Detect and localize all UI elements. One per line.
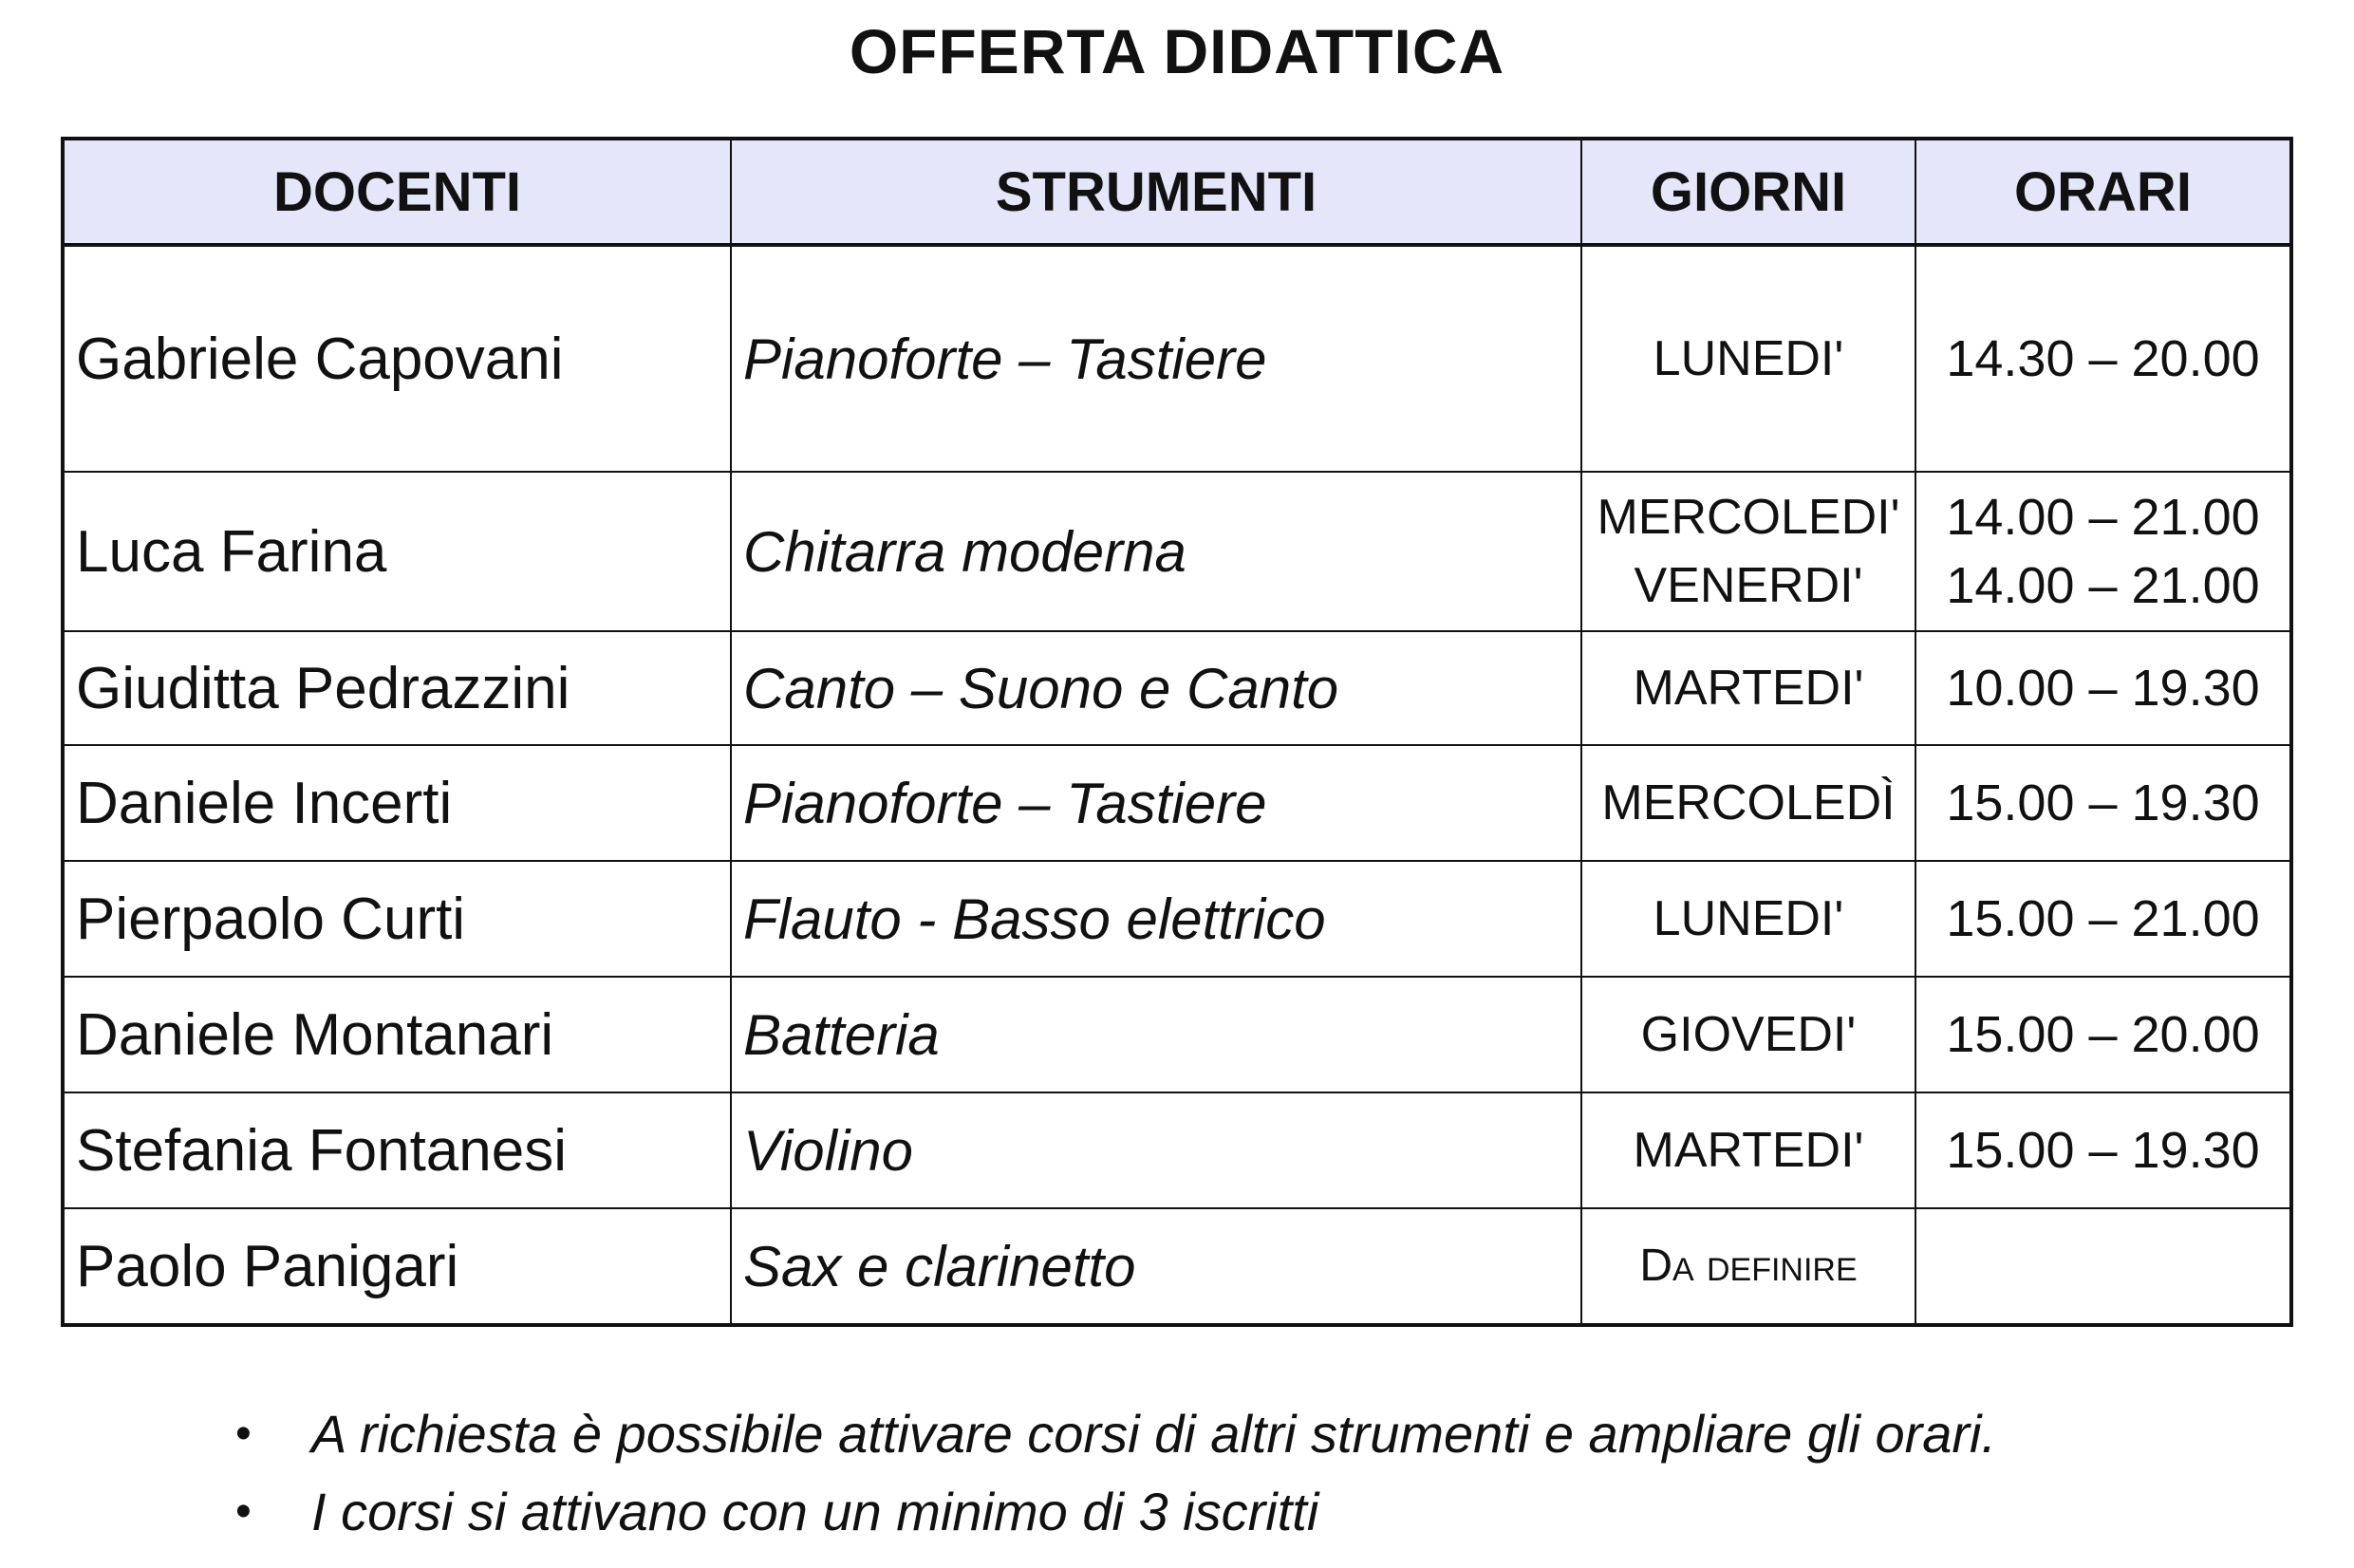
notes-list <box>235 1395 2229 1551</box>
schedule-table <box>61 137 2293 1327</box>
time-cell <box>1915 977 2291 1092</box>
day-cell <box>1581 472 1915 631</box>
table-row <box>63 631 2291 745</box>
instrument: Pianoforte – Tastiere <box>731 245 1581 472</box>
note-text: I corsi si attivano con un minimo di 3 iscritti <box>311 1482 1319 1541</box>
instrument: Violino <box>731 1092 1581 1208</box>
teacher-name: Pierpaolo Curti <box>63 861 731 977</box>
table-row <box>63 245 2291 472</box>
day: VENERDI' <box>1634 558 1863 613</box>
day: MARTEDI' <box>1633 661 1864 716</box>
table-row <box>63 1208 2291 1325</box>
page-title: OFFERTA DIDATTICA <box>849 16 1505 86</box>
day-cell <box>1581 631 1915 745</box>
teacher-name: Gabriele Capovani <box>63 245 731 472</box>
time-range: 15.00 – 21.00 <box>1946 890 2260 947</box>
instrument: Pianoforte – Tastiere <box>731 745 1581 861</box>
teacher-name: Stefania Fontanesi <box>63 1092 731 1208</box>
day-cell <box>1581 245 1915 472</box>
day: MERCOLEDI' <box>1597 490 1900 545</box>
table-header-row <box>63 139 2291 245</box>
table-row <box>63 745 2291 861</box>
teacher-name: Daniele Incerti <box>63 745 731 861</box>
table-row <box>63 472 2291 631</box>
day: Da definire <box>1639 1241 1858 1291</box>
instrument: Batteria <box>731 977 1581 1092</box>
day: GIOVEDI' <box>1640 1007 1857 1062</box>
teacher-name: Luca Farina <box>63 472 731 631</box>
day-cell <box>1581 1208 1915 1325</box>
time-range: 10.00 – 19.30 <box>1946 660 2260 717</box>
teacher-name: Giuditta Pedrazzini <box>63 631 731 745</box>
header-giorni: GIORNI <box>1581 139 1915 245</box>
instrument: Canto – Suono e Canto <box>731 631 1581 745</box>
time-cell <box>1915 745 2291 861</box>
time-cell <box>1915 472 2291 631</box>
day: MERCOLEDÌ <box>1601 775 1896 831</box>
bullet-icon: • <box>235 1409 252 1459</box>
day: LUNEDI' <box>1653 891 1844 946</box>
day-cell <box>1581 1092 1915 1208</box>
time-range: 15.00 – 20.00 <box>1946 1006 2260 1063</box>
teacher-name: Daniele Montanari <box>63 977 731 1092</box>
header-docenti: DOCENTI <box>63 139 731 245</box>
time-range: 15.00 – 19.30 <box>1946 775 2260 831</box>
day: MARTEDI' <box>1633 1123 1864 1178</box>
table-row <box>63 1092 2291 1208</box>
time-range: 15.00 – 19.30 <box>1946 1122 2260 1179</box>
note-item <box>235 1395 2229 1473</box>
time-range: 14.30 – 20.00 <box>1946 330 2260 387</box>
day-cell <box>1581 977 1915 1092</box>
note-item <box>235 1473 2229 1551</box>
table-row <box>63 977 2291 1092</box>
day-cell <box>1581 861 1915 977</box>
table-row <box>63 861 2291 977</box>
instrument: Sax e clarinetto <box>731 1208 1581 1325</box>
day-cell <box>1581 745 1915 861</box>
header-strumenti: STRUMENTI <box>731 139 1581 245</box>
time-cell <box>1915 631 2291 745</box>
instrument: Flauto - Basso elettrico <box>731 861 1581 977</box>
time-range: 14.00 – 21.00 <box>1946 557 2260 614</box>
time-range: 14.00 – 21.00 <box>1946 489 2260 546</box>
time-cell <box>1915 1208 2291 1325</box>
header-orari: ORARI <box>1915 139 2291 245</box>
time-cell <box>1915 861 2291 977</box>
time-cell <box>1915 245 2291 472</box>
day: LUNEDI' <box>1653 331 1844 386</box>
note-text: A richiesta è possibile attivare corsi di altri strumenti e ampliare gli orari. <box>311 1404 1997 1464</box>
instrument: Chitarra moderna <box>731 472 1581 631</box>
time-cell <box>1915 1092 2291 1208</box>
bullet-icon: • <box>235 1486 252 1537</box>
teacher-name: Paolo Panigari <box>63 1208 731 1325</box>
